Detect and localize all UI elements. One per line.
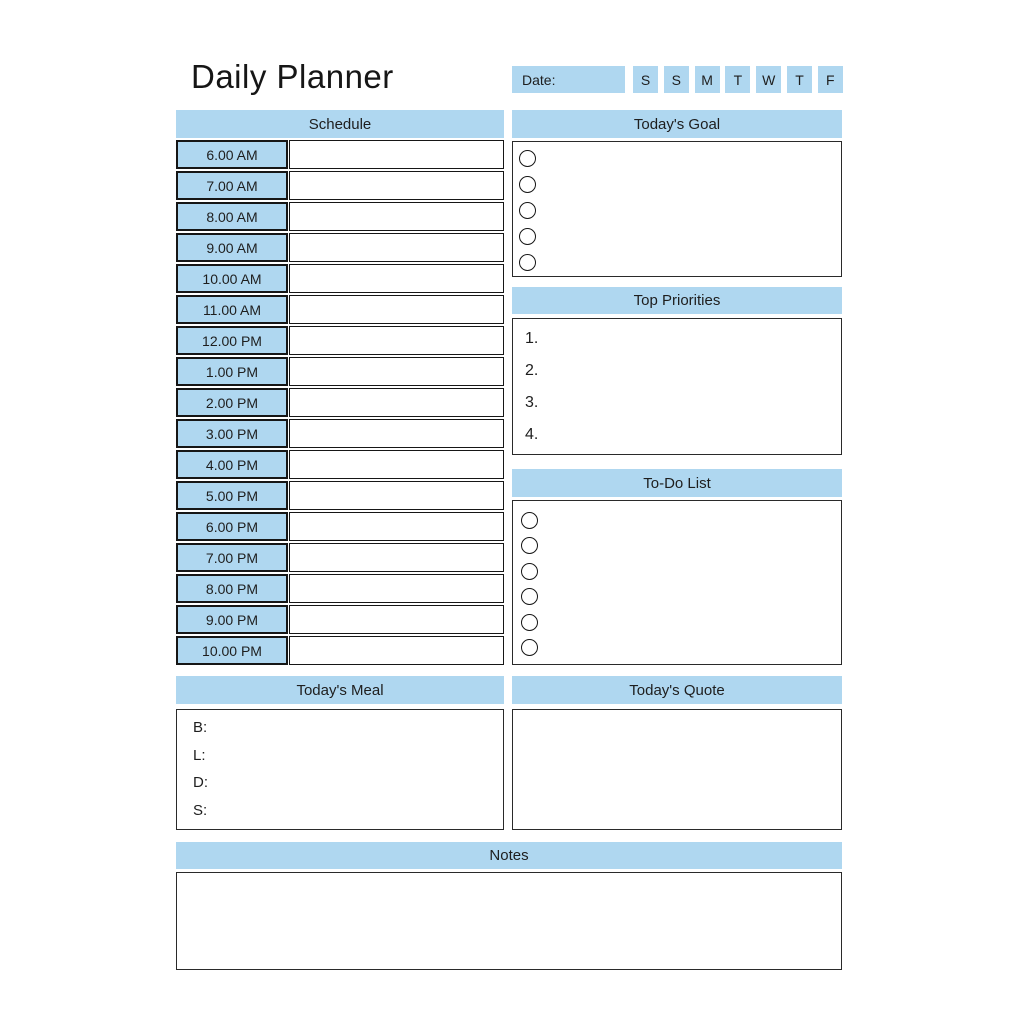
schedule-table xyxy=(176,140,504,667)
date-field[interactable] xyxy=(512,66,625,93)
time-label: 4.00 PM xyxy=(205,456,259,473)
notes-title: Notes xyxy=(489,847,529,864)
time-label: 7.00 PM xyxy=(205,549,259,566)
day-toggle-label: T xyxy=(795,71,804,88)
day-toggle-label: T xyxy=(733,71,743,88)
schedule-entry-cell[interactable] xyxy=(289,543,504,572)
time-label-cell xyxy=(176,574,288,603)
goal-checkbox[interactable] xyxy=(519,176,536,193)
priority-number: 4. xyxy=(525,426,539,443)
schedule-row xyxy=(176,605,504,634)
time-label: 6.00 AM xyxy=(206,146,258,163)
time-label: 10.00 PM xyxy=(202,642,262,659)
todo-header xyxy=(512,469,842,497)
schedule-row xyxy=(176,171,504,200)
day-toggle[interactable] xyxy=(787,66,812,93)
schedule-row xyxy=(176,543,504,572)
schedule-entry-cell[interactable] xyxy=(289,171,504,200)
time-label-cell xyxy=(176,543,288,572)
day-toggle-label: S xyxy=(671,71,681,88)
schedule-entry-cell[interactable] xyxy=(289,202,504,231)
time-label: 5.00 PM xyxy=(205,487,259,504)
day-toggle-label: W xyxy=(762,71,776,88)
time-label-cell xyxy=(176,233,288,262)
todo-box[interactable] xyxy=(512,500,842,665)
todo-checkbox[interactable] xyxy=(521,512,538,529)
time-label-cell xyxy=(176,636,288,665)
priority-row[interactable] xyxy=(525,355,841,387)
priorities-title: Top Priorities xyxy=(633,292,721,309)
meal-row[interactable] xyxy=(193,797,503,825)
schedule-row xyxy=(176,481,504,510)
schedule-row xyxy=(176,264,504,293)
priority-number: 3. xyxy=(525,394,539,411)
notes-header xyxy=(176,842,842,869)
goal-checkbox[interactable] xyxy=(519,150,536,167)
meal-box[interactable] xyxy=(176,709,504,830)
time-label: 11.00 AM xyxy=(202,301,262,318)
schedule-row xyxy=(176,233,504,262)
quote-title: Today's Quote xyxy=(629,681,725,699)
goal-title: Today's Goal xyxy=(633,115,721,133)
schedule-row xyxy=(176,140,504,169)
goal-checkbox[interactable] xyxy=(519,254,536,271)
priorities-header xyxy=(512,287,842,314)
goal-box[interactable] xyxy=(512,141,842,277)
quote-header xyxy=(512,676,842,704)
time-label-cell xyxy=(176,326,288,355)
time-label-cell xyxy=(176,357,288,386)
schedule-entry-cell[interactable] xyxy=(289,605,504,634)
todo-title: To-Do List xyxy=(643,474,711,492)
time-label: 7.00 AM xyxy=(206,177,258,194)
schedule-row xyxy=(176,419,504,448)
schedule-entry-cell[interactable] xyxy=(289,481,504,510)
day-toggle[interactable] xyxy=(664,66,689,93)
notes-box[interactable] xyxy=(176,872,842,970)
day-selector xyxy=(633,66,843,93)
day-toggle[interactable] xyxy=(725,66,750,93)
schedule-entry-cell[interactable] xyxy=(289,388,504,417)
schedule-title: Schedule xyxy=(308,115,372,133)
time-label: 6.00 PM xyxy=(205,518,259,535)
meal-row[interactable] xyxy=(193,742,503,770)
page-title: Daily Planner xyxy=(191,58,394,95)
time-label-cell xyxy=(176,171,288,200)
todo-checkbox[interactable] xyxy=(521,614,538,631)
day-toggle[interactable] xyxy=(633,66,658,93)
time-label-cell xyxy=(176,481,288,510)
time-label-cell xyxy=(176,140,288,169)
schedule-row xyxy=(176,388,504,417)
goal-checkbox[interactable] xyxy=(519,202,536,219)
priority-row[interactable] xyxy=(525,387,841,419)
meal-title: Today's Meal xyxy=(296,681,384,699)
schedule-row xyxy=(176,450,504,479)
schedule-row xyxy=(176,357,504,386)
day-toggle[interactable] xyxy=(695,66,720,93)
goal-checkbox[interactable] xyxy=(519,228,536,245)
time-label: 8.00 PM xyxy=(205,580,259,597)
schedule-entry-cell[interactable] xyxy=(289,636,504,665)
time-label: 8.00 AM xyxy=(206,208,258,225)
time-label-cell xyxy=(176,295,288,324)
time-label-cell xyxy=(176,605,288,634)
meal-label: S: xyxy=(193,801,208,819)
priority-row[interactable] xyxy=(525,323,841,355)
schedule-entry-cell[interactable] xyxy=(289,233,504,262)
time-label-cell xyxy=(176,264,288,293)
schedule-row xyxy=(176,574,504,603)
schedule-row xyxy=(176,326,504,355)
schedule-entry-cell[interactable] xyxy=(289,140,504,169)
schedule-row xyxy=(176,202,504,231)
time-label: 2.00 PM xyxy=(205,394,259,411)
todo-checkbox[interactable] xyxy=(521,563,538,580)
time-label-cell xyxy=(176,388,288,417)
schedule-row xyxy=(176,512,504,541)
time-label-cell xyxy=(176,419,288,448)
schedule-entry-cell[interactable] xyxy=(289,419,504,448)
meal-label: L: xyxy=(193,746,206,764)
schedule-header xyxy=(176,110,504,138)
todo-checkbox[interactable] xyxy=(521,537,538,554)
time-label-cell xyxy=(176,202,288,231)
time-label-cell xyxy=(176,512,288,541)
meal-row[interactable] xyxy=(193,714,503,742)
schedule-entry-cell[interactable] xyxy=(289,450,504,479)
time-label-cell xyxy=(176,450,288,479)
time-label: 1.00 PM xyxy=(205,363,259,380)
schedule-entry-cell[interactable] xyxy=(289,295,504,324)
quote-box[interactable] xyxy=(512,709,842,830)
priorities-box[interactable] xyxy=(512,318,842,455)
schedule-entry-cell[interactable] xyxy=(289,326,504,355)
meal-header xyxy=(176,676,504,704)
day-toggle[interactable] xyxy=(756,66,781,93)
priority-row[interactable] xyxy=(525,419,841,451)
todo-checkbox[interactable] xyxy=(521,588,538,605)
schedule-entry-cell[interactable] xyxy=(289,264,504,293)
meal-label: D: xyxy=(193,774,208,792)
schedule-entry-cell[interactable] xyxy=(289,512,504,541)
day-toggle[interactable] xyxy=(818,66,843,93)
schedule-row xyxy=(176,636,504,665)
time-label: 9.00 PM xyxy=(205,611,259,628)
schedule-entry-cell[interactable] xyxy=(289,357,504,386)
time-label: 9.00 AM xyxy=(206,239,258,256)
time-label: 12.00 PM xyxy=(202,332,262,349)
schedule-entry-cell[interactable] xyxy=(289,574,504,603)
meal-row[interactable] xyxy=(193,769,503,797)
day-toggle-label: F xyxy=(826,71,835,88)
day-toggle-label: S xyxy=(640,71,651,88)
priority-number: 1. xyxy=(525,330,539,347)
date-label: Date: xyxy=(522,71,556,88)
todo-checkbox[interactable] xyxy=(521,639,538,656)
time-label: 10.00 AM xyxy=(202,270,262,287)
priority-number: 2. xyxy=(525,362,539,379)
goal-header xyxy=(512,110,842,138)
schedule-row xyxy=(176,295,504,324)
day-toggle-label: M xyxy=(701,71,713,88)
meal-label: B: xyxy=(193,719,208,737)
time-label: 3.00 PM xyxy=(205,425,259,442)
